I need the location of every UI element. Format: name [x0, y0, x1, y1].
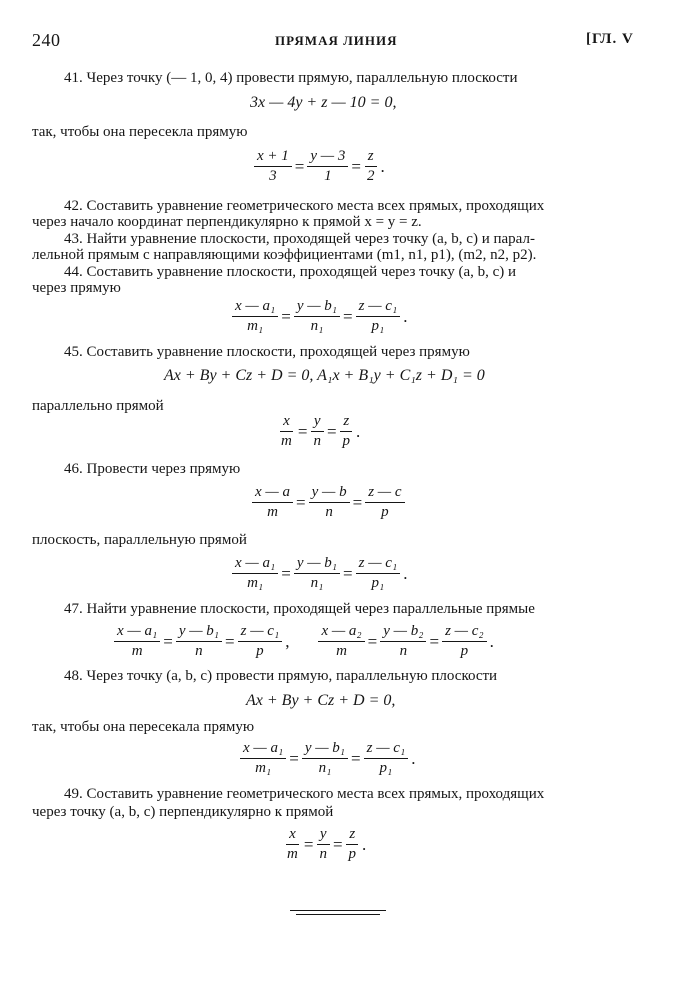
fraction: $\frac{\text{y — b₁}}{n}$	[176, 623, 222, 660]
problem-44-line-1: 44. Составить уравнение плоскости, проходящей через точку (a, b, c) и	[64, 264, 517, 280]
problem-41-text-2: так, чтобы она пересекла прямую	[32, 124, 248, 140]
section-end-rule	[290, 910, 386, 911]
fraction: $\frac{\text{x — a₁}}{\text{m₁}}$	[232, 555, 278, 592]
problem-48-plane-equation: Ax + By + Cz + D = 0,	[246, 692, 396, 709]
problem-47-lines-equations: $\frac{\text{x — a₁}}{m}$ = $\frac{\text{y — b₁}}{n}$ = $\frac{\text{z — c₁}}{p}$ , $\frac{\text{x — a₂}}{m}$ = $\frac{\text{y — b₂}}{n}$ = $\frac{\text{z — c₂}}{p}$ .	[112, 623, 495, 660]
fraction: $\frac{y — b}{n}$	[309, 484, 350, 521]
fraction: $\frac{\text{x — a₂}}{m}$	[318, 623, 364, 660]
fraction: $\frac{x}{m}$	[287, 826, 298, 862]
problem-46-line-1: 46. Провести через прямую	[64, 461, 241, 477]
fraction: $\frac{y}{n}$	[316, 826, 330, 863]
fraction: $\frac{\text{z — c₁}}{\text{p₁}}$	[356, 555, 401, 592]
problem-42-line-2: через начало координат перпендикулярно к прямой x = y = z.	[32, 214, 422, 230]
problem-49-line-2: через точку (a, b, c) перпендикулярно к прямой	[32, 804, 334, 820]
problem-45-line-1: 45. Составить уравнение плоскости, проходящей через прямую	[64, 344, 470, 360]
fraction: $\frac{\text{z — c₂}}{p}$	[442, 623, 487, 660]
problem-45-line-2: параллельно прямой	[32, 398, 164, 414]
fraction: $\frac{z}{2}$	[364, 148, 378, 185]
chapter-label: [ГЛ. V	[586, 31, 634, 47]
fraction: $\frac{\text{y — b₁}}{\text{n₁}}$	[302, 740, 348, 777]
problem-46-line-equation: $\frac{x — a}{m}$ = $\frac{y — b}{n}$ = $\frac{z — c}{p}$	[250, 484, 407, 521]
fraction: $\frac{\text{y — b₂}}{n}$	[380, 623, 426, 660]
page-number: 240	[32, 30, 61, 50]
fraction: $\frac{z — c}{p}$	[365, 484, 404, 521]
fraction: $\frac{\text{y — b₁}}{\text{n₁}}$	[294, 298, 340, 335]
fraction: $\frac{x}{m}$	[281, 413, 292, 449]
problem-43-line-1: 43. Найти уравнение плоскости, проходящей через точку (a, b, c) и парал-	[64, 231, 535, 247]
fraction: $\frac{y — 3}{1}$	[307, 148, 348, 185]
problem-43-line-2: лельной прямым с направляющими коэффициентами (m1, n1, p1), (m2, n2, p2).	[32, 247, 537, 263]
problem-48-line-equation: $\frac{\text{x — a₁}}{\text{m₁}}$ = $\frac{\text{y — b₁}}{\text{n₁}}$ = $\frac{\text{z — c₁}}{\text{p₁}}$ .	[238, 740, 416, 777]
running-title: ПРЯМАЯ ЛИНИЯ	[275, 33, 398, 48]
fraction: $\frac{\text{z — c₁}}{\text{p₁}}$	[364, 740, 409, 777]
section-end-rule	[296, 914, 380, 915]
problem-41-plane-equation: 3x — 4y + z — 10 = 0,	[250, 94, 397, 111]
problem-45-parallel-line: $\frac{x}{m}$ = $\frac{y}{n}$ = $\frac{z}{p}$ .	[276, 413, 361, 450]
fraction: $\frac{\text{x — a₁}}{m}$	[114, 623, 160, 660]
fraction: $\frac{\text{y — b₁}}{\text{n₁}}$	[294, 555, 340, 592]
problem-47-line-1: 47. Найти уравнение плоскости, проходящей через параллельные прямые	[64, 601, 535, 617]
problem-41-text: 41. Через точку (— 1, 0, 4) провести прямую, параллельную плоскости	[64, 70, 518, 86]
problem-45-line-equations: Ax + By + Cz + D = 0, A₁x + B₁y + C₁z + D₁ = 0	[164, 367, 485, 384]
problem-49-line-equation: $\frac{x}{m}$ = $\frac{y}{n}$ = $\frac{z}{p}$ .	[282, 826, 367, 863]
fraction: $\frac{x — a}{m}$	[252, 484, 293, 521]
problem-46-line-2: плоскость, параллельную прямой	[32, 532, 247, 548]
problem-41-line-equation: $\frac{x + 1}{3}$ = $\frac{y — 3}{1}$ = $\frac{z}{2}$ .	[252, 148, 386, 185]
fraction: $\frac{\text{x — a₁}}{\text{m₁}}$	[240, 740, 286, 777]
fraction: $\frac{\text{x — a₁}}{\text{m₁}}$	[232, 298, 278, 335]
fraction: $\frac{\text{z — c₁}}{\text{p₁}}$	[356, 298, 401, 335]
fraction: $\frac{x + 1}{3}$	[254, 148, 292, 185]
problem-48-line-1: 48. Через точку (a, b, c) провести прямую, параллельную плоскости	[64, 668, 498, 684]
fraction: $\frac{y}{n}$	[310, 413, 324, 450]
problem-49-line-1: 49. Составить уравнение геометрического места всех прямых, проходящих	[64, 786, 545, 802]
problem-42-line-1: 42. Составить уравнение геометрического места всех прямых, проходящих	[64, 198, 545, 214]
problem-48-line-2: так, чтобы она пересекала прямую	[32, 719, 255, 735]
problem-44-line-2: через прямую	[32, 280, 121, 296]
problem-46-parallel-line: $\frac{\text{x — a₁}}{\text{m₁}}$ = $\frac{\text{y — b₁}}{\text{n₁}}$ = $\frac{\text{z — c₁}}{\text{p₁}}$ .	[230, 555, 408, 592]
fraction: $\frac{z}{p}$	[346, 826, 360, 863]
fraction: $\frac{\text{z — c₁}}{p}$	[238, 623, 283, 660]
fraction: $\frac{z}{p}$	[340, 413, 354, 450]
problem-44-line-equation: $\frac{\text{x — a₁}}{\text{m₁}}$ = $\frac{\text{y — b₁}}{\text{n₁}}$ = $\frac{\text{z — c₁}}{\text{p₁}}$ .	[230, 298, 408, 335]
